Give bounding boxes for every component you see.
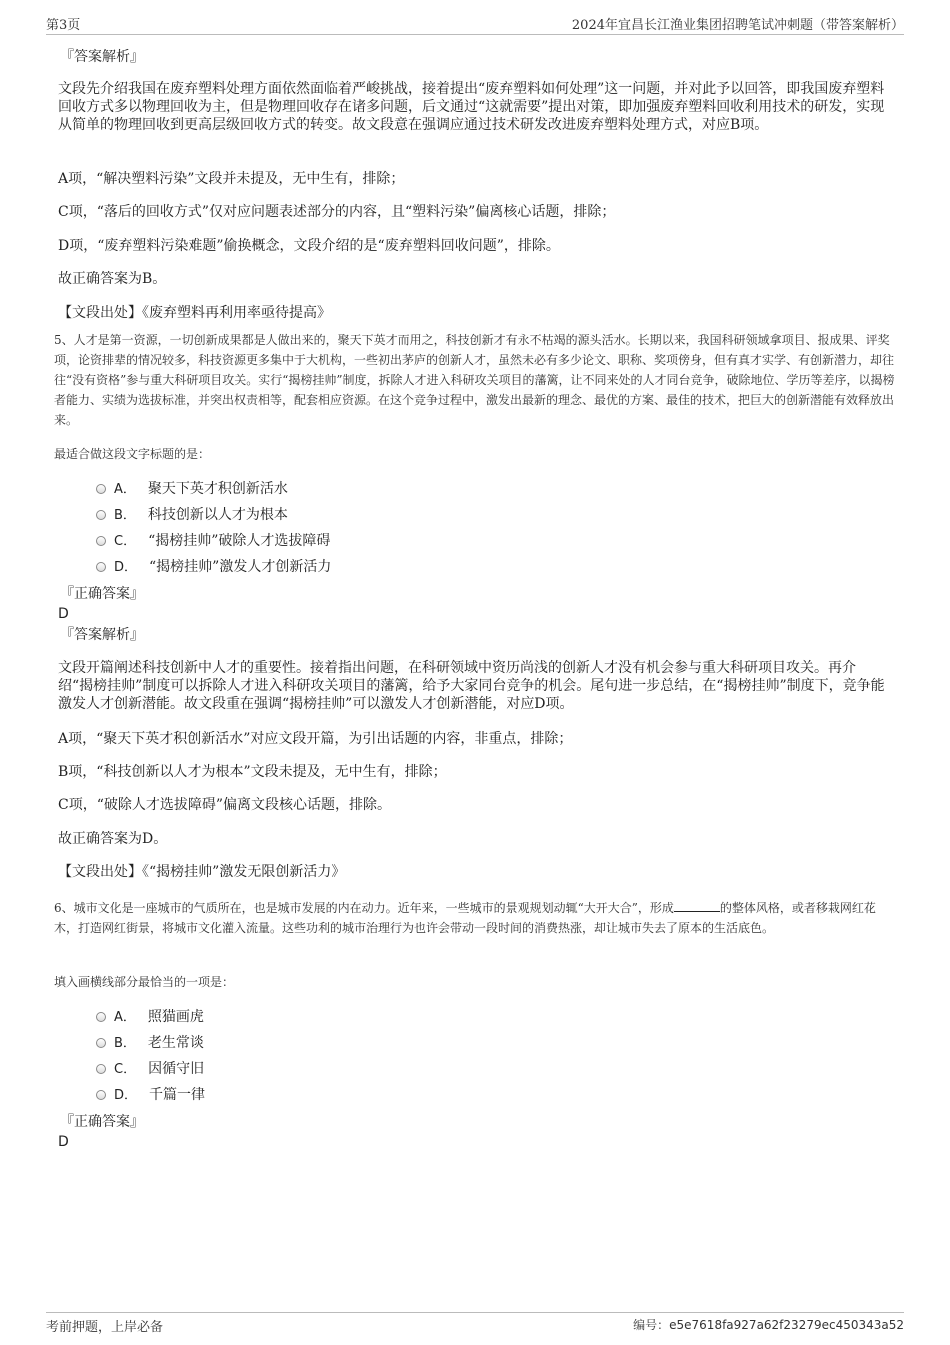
q5-item-c: C项，“破除人才选拔障碍”偏离文段核心话题，排除。 <box>58 797 392 813</box>
q4-analysis-heading: 『答案解析』 <box>60 49 144 65</box>
q5-analysis-text: 文段开篇阐述科技创新中人才的重要性。接着指出问题，在科研领域中资历尚浅的创新人才没有机会参与重大科研项目攻关。再介绍“揭榜挂帅”制度可以拆除人才进入科研攻关项目的藩篱，给予大家同台竞争的机会。尾句进一步总结，在“揭榜挂帅”制度下，竞争能激发人才创新潜能。故文段重在强调“揭榜挂帅”可以激发人才创新潜能，对应D项。 <box>58 660 885 712</box>
q5-conclusion: 故正确答案为D。 <box>58 831 168 847</box>
q5-answer: D <box>58 606 69 622</box>
q6-option-c[interactable]: C． 因循守旧 <box>96 1060 204 1079</box>
q6-prompt: 填入画横线部分最恰当的一项是： <box>54 975 235 989</box>
radio-icon[interactable] <box>96 484 106 494</box>
page-number: 第3页 <box>46 18 81 33</box>
q5-option-d[interactable]: D． “揭榜挂帅”激发人才创新活力 <box>96 558 331 577</box>
q5-item-a: A项，“聚天下英才积创新活水”对应文段开篇，为引出话题的内容，非重点，排除； <box>58 731 573 747</box>
radio-icon[interactable] <box>96 510 106 520</box>
radio-icon[interactable] <box>96 536 106 546</box>
q5-analysis-heading: 『答案解析』 <box>60 627 144 643</box>
q5-prompt: 最适合做这段文字标题的是： <box>54 447 211 461</box>
q4-analysis-text: 文段先介绍我国在废弃塑料处理方面依然面临着严峻挑战，接着提出“废弃塑料如何处理”这一问题，并对此予以回答，即我国废弃塑料回收方式多以物理回收为主，但是物理回收存在诸多问题，后文通过“这就需要”提出对策，即加强废弃塑料回收利用技术的研发，实现从简单的物理回收到更高层级回收方式的转变。故文段意在强调应通过技术研发改进废弃塑料处理方式，对应B项。 <box>58 81 885 133</box>
radio-icon[interactable] <box>96 1012 106 1022</box>
q4-item-c: C项，“落后的回收方式”仅对应问题表述部分的内容，且“塑料污染”偏离核心话题，排除； <box>58 204 616 220</box>
fill-blank <box>674 899 720 912</box>
q5-answer-heading: 『正确答案』 <box>60 586 144 602</box>
radio-icon[interactable] <box>96 1038 106 1048</box>
q6-option-b[interactable]: B． 老生常谈 <box>96 1034 204 1053</box>
q5-source: 【文段出处】《“揭榜挂帅”激发无限创新活力》 <box>58 864 346 880</box>
radio-icon[interactable] <box>96 1090 106 1100</box>
radio-icon[interactable] <box>96 1064 106 1074</box>
page-header <box>46 12 904 35</box>
q4-source: 【文段出处】《废弃塑料再利用率亟待提高》 <box>58 305 331 321</box>
q5-item-b: B项，“科技创新以人才为根本”文段未提及，无中生有，排除； <box>58 764 447 780</box>
q6-answer: D <box>58 1134 69 1150</box>
q5-option-b[interactable]: B． 科技创新以人才为根本 <box>96 506 288 525</box>
q6-option-a[interactable]: A． 照猫画虎 <box>96 1008 204 1027</box>
document-title: 2024年宜昌长江渔业集团招聘笔试冲刺题（带答案解析） <box>571 18 904 33</box>
radio-icon[interactable] <box>96 562 106 572</box>
q6-answer-heading: 『正确答案』 <box>60 1114 144 1130</box>
q6-option-d[interactable]: D． 千篇一律 <box>96 1086 205 1105</box>
page-footer <box>46 1312 904 1335</box>
q5-stem: 5、人才是第一资源，一切创新成果都是人做出来的，聚天下英才而用之，科技创新才有永不枯竭的源头活水。长期以来，我国科研领域拿项目、报成果、评奖项，论资排辈的情况较多，科技资源更多集中于大机构，一些初出茅庐的创新人才，虽然未必有多少论文、职称、奖项傍身，但有真才实学、有创新潜力，却往往“没有资格”参与重大科研项目攻关。实行“揭榜挂帅”制度，拆除人才进入科研攻关项目的藩篱，让不同来处的人才同台竞争，破除地位、学历等差序，以揭榜者能力、实绩为选拔标准，并突出权责相等，配套相应资源。在这个竞争过程中，激发出最新的理念、最优的方案、最佳的技术，把巨大的创新潜能有效释放出来。 <box>54 333 895 427</box>
footer-slogan: 考前押题，上岸必备 <box>46 1320 164 1335</box>
document-code: 编号：e5e7618fa927a62f23279ec450343a52 <box>633 1318 904 1332</box>
q4-item-d: D项，“废弃塑料污染难题”偷换概念，文段介绍的是“废弃塑料回收问题”，排除。 <box>58 238 560 254</box>
q6-stem: 6、城市文化是一座城市的气质所在，也是城市发展的内在动力。近年来，一些城市的景观规划动辄“大开大合”，形成 的整体风格，或者移栽网红花木，打造网红街景，将城市文化灌入流量。这些功利的城市治理行为也许会带动一段时间的消费热涨，却让城市失去了原本的生活底色。 <box>54 901 876 935</box>
q4-conclusion: 故正确答案为B。 <box>58 271 167 287</box>
q4-item-a: A项，“解决塑料污染”文段并未提及，无中生有，排除； <box>58 171 405 187</box>
q5-option-a[interactable]: A． 聚天下英才积创新活水 <box>96 480 288 499</box>
q5-option-c[interactable]: C． “揭榜挂帅”破除人才选拔障碍 <box>96 532 330 551</box>
